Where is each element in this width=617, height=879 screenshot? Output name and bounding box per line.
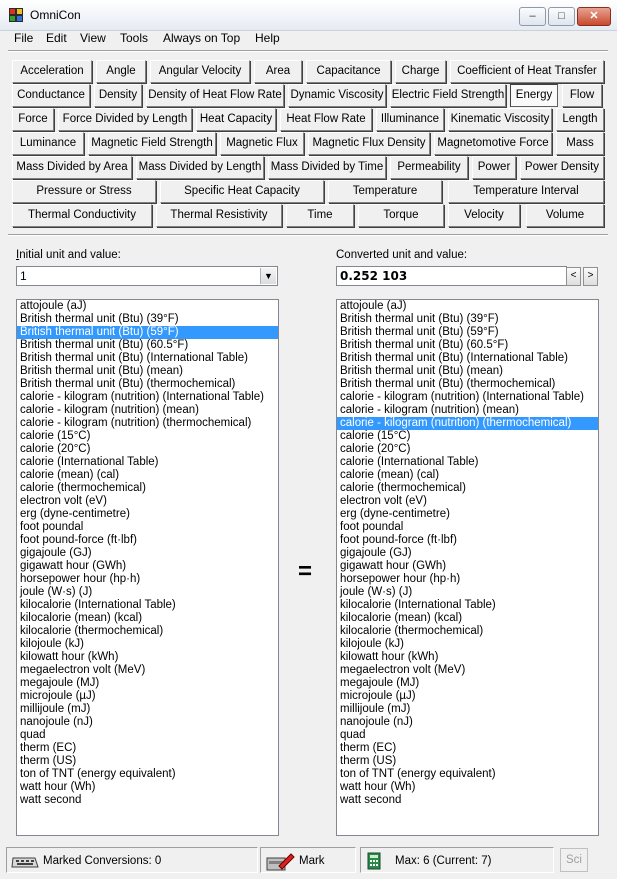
unit-list-item[interactable]: kilocalorie (mean) (kcal) <box>20 612 143 624</box>
unit-list-item[interactable]: erg (dyne-centimetre) <box>340 508 450 520</box>
unit-list-item[interactable]: gigawatt hour (GWh) <box>340 560 447 572</box>
unit-list-item[interactable]: calorie - kilogram (nutrition) (thermochemical) <box>20 417 252 429</box>
category-angular-velocity[interactable]: Angular Velocity <box>150 60 250 83</box>
sci-button[interactable]: Sci <box>560 848 588 872</box>
category-specific-heat-capacity[interactable]: Specific Heat Capacity <box>160 180 324 203</box>
unit-list-item[interactable]: watt second <box>20 794 82 806</box>
unit-list-item[interactable]: megaelectron volt (MeV) <box>340 664 466 676</box>
unit-list-item[interactable]: megajoule (MJ) <box>20 677 100 689</box>
unit-list-item[interactable]: British thermal unit (Btu) (thermochemical) <box>340 378 556 390</box>
category-thermal-resistivity[interactable]: Thermal Resistivity <box>156 204 282 227</box>
unit-list-item[interactable]: British thermal unit (Btu) (39°F) <box>20 313 179 325</box>
category-temperature[interactable]: Temperature <box>328 180 442 203</box>
omnicon-app-icon <box>8 7 24 23</box>
unit-list-item[interactable]: calorie - kilogram (nutrition) (thermochemical) <box>337 417 598 430</box>
unit-list-item[interactable]: kilocalorie (mean) (kcal) <box>340 612 463 624</box>
category-charge[interactable]: Charge <box>395 60 446 83</box>
unit-list-item[interactable]: kilocalorie (thermochemical) <box>340 625 484 637</box>
unit-list-item[interactable]: gigajoule (GJ) <box>340 547 412 559</box>
menu-tools[interactable]: Tools <box>120 31 149 45</box>
unit-list-item[interactable]: calorie (20°C) <box>340 443 411 455</box>
unit-list-item[interactable]: microjoule (µJ) <box>20 690 96 702</box>
unit-list-item[interactable]: therm (US) <box>20 755 77 767</box>
category-power-density[interactable]: Power Density <box>520 156 604 179</box>
unit-list-item[interactable]: megaelectron volt (MeV) <box>20 664 146 676</box>
category-dynamic-viscosity[interactable]: Dynamic Viscosity <box>288 84 386 107</box>
unit-list-item[interactable]: calorie (thermochemical) <box>20 482 146 494</box>
category-mass[interactable]: Mass <box>556 132 604 155</box>
unit-list-item[interactable]: kilowatt hour (kWh) <box>340 651 439 663</box>
category-heat-capacity[interactable]: Heat Capacity <box>196 108 276 131</box>
unit-list-item[interactable]: British thermal unit (Btu) (59°F) <box>17 326 278 339</box>
source-unit-list[interactable] <box>16 299 279 836</box>
close-button[interactable]: ✕ <box>577 7 611 26</box>
initial-value[interactable]: 1 <box>20 269 27 283</box>
category-illuminance[interactable]: Illuminance <box>376 108 444 131</box>
unit-list-item[interactable]: British thermal unit (Btu) (39°F) <box>340 313 499 325</box>
unit-list-item[interactable]: electron volt (eV) <box>20 495 107 507</box>
unit-list-item[interactable]: nanojoule (nJ) <box>20 716 93 728</box>
category-acceleration[interactable]: Acceleration <box>12 60 92 83</box>
unit-list-item[interactable]: British thermal unit (Btu) (mean) <box>340 365 503 377</box>
unit-list-item[interactable]: calorie (International Table) <box>20 456 159 468</box>
calculator-icon <box>367 852 381 870</box>
initial-unit-label-accel: I <box>16 249 20 261</box>
unit-list-item[interactable]: electron volt (eV) <box>340 495 427 507</box>
unit-list-item[interactable]: horsepower hour (hp·h) <box>20 573 141 585</box>
window-title: OmniCon <box>30 8 81 22</box>
category-magnetomotive-force[interactable]: Magnetomotive Force <box>434 132 552 155</box>
category-time[interactable]: Time <box>286 204 354 227</box>
target-unit-list[interactable] <box>336 299 599 836</box>
unit-list-item[interactable]: gigawatt hour (GWh) <box>20 560 127 572</box>
unit-list-item[interactable]: kilojoule (kJ) <box>340 638 404 650</box>
unit-list-item[interactable]: therm (EC) <box>340 742 397 754</box>
category-magnetic-field-strength[interactable]: Magnetic Field Strength <box>88 132 216 155</box>
category-kinematic-viscosity[interactable]: Kinematic Viscosity <box>448 108 552 131</box>
unit-list-item[interactable]: watt second <box>340 794 402 806</box>
category-electric-field-strength[interactable]: Electric Field Strength <box>390 84 506 107</box>
category-conductance[interactable]: Conductance <box>12 84 90 107</box>
category-thermal-conductivity[interactable]: Thermal Conductivity <box>12 204 152 227</box>
pencil-icon <box>265 852 295 872</box>
unit-list-item[interactable]: kilocalorie (International Table) <box>20 599 176 611</box>
category-density-of-heat-flow-rate[interactable]: Density of Heat Flow Rate <box>146 84 284 107</box>
maximize-button[interactable]: □ <box>548 7 575 26</box>
minimize-button[interactable]: – <box>519 7 546 26</box>
unit-list-item[interactable]: kilocalorie (thermochemical) <box>20 625 164 637</box>
unit-list-item[interactable]: watt hour (Wh) <box>20 781 96 793</box>
menu-file[interactable]: File <box>14 31 34 45</box>
category-area[interactable]: Area <box>254 60 302 83</box>
unit-list-item[interactable]: joule (W·s) (J) <box>340 586 413 598</box>
unit-list-item[interactable]: kilowatt hour (kWh) <box>20 651 119 663</box>
unit-list-item[interactable]: foot pound-force (ft·lbf) <box>340 534 457 546</box>
title-bar <box>0 0 617 31</box>
category-permeability[interactable]: Permeability <box>390 156 468 179</box>
unit-list-item[interactable]: millijoule (mJ) <box>20 703 91 715</box>
unit-list-item[interactable]: calorie (15°C) <box>20 430 91 442</box>
category-magnetic-flux-density[interactable]: Magnetic Flux Density <box>308 132 430 155</box>
category-length[interactable]: Length <box>556 108 604 131</box>
initial-value-combo[interactable] <box>16 266 278 286</box>
unit-list-item[interactable]: ton of TNT (energy equivalent) <box>340 768 496 780</box>
unit-list-item[interactable]: calorie (mean) (cal) <box>340 469 440 481</box>
next-button[interactable]: > <box>583 267 598 286</box>
unit-list-item[interactable]: megajoule (MJ) <box>340 677 420 689</box>
category-force-divided-by-length[interactable]: Force Divided by Length <box>58 108 192 131</box>
unit-list-item[interactable]: joule (W·s) (J) <box>20 586 93 598</box>
unit-list-item[interactable]: calorie - kilogram (nutrition) (mean) <box>340 404 519 416</box>
unit-list-item[interactable]: British thermal unit (Btu) (mean) <box>20 365 183 377</box>
marked-conversions-text: Marked Conversions: 0 <box>43 855 162 867</box>
status-bar <box>0 845 617 879</box>
equals-sign: = <box>298 558 313 585</box>
marked-conversions-panel[interactable] <box>6 847 258 873</box>
unit-list-item[interactable]: quad <box>340 729 366 741</box>
unit-list-item[interactable]: calorie (20°C) <box>20 443 91 455</box>
menu-view[interactable]: View <box>80 31 106 45</box>
chevron-down-icon[interactable]: ▼ <box>260 268 276 284</box>
menu-bar <box>0 30 617 48</box>
unit-list-item[interactable]: nanojoule (nJ) <box>340 716 413 728</box>
converted-unit-label: Converted unit and value: <box>336 249 468 261</box>
category-force[interactable]: Force <box>12 108 54 131</box>
category-pressure-or-stress[interactable]: Pressure or Stress <box>12 180 156 203</box>
unit-list-item[interactable]: British thermal unit (Btu) (International Table) <box>340 352 568 364</box>
unit-list-item[interactable]: attojoule (aJ) <box>340 300 407 312</box>
category-volume[interactable]: Volume <box>526 204 604 227</box>
unit-list-item[interactable]: microjoule (µJ) <box>340 690 416 702</box>
category-power[interactable]: Power <box>472 156 516 179</box>
initial-unit-label <box>16 249 121 261</box>
mark-label: Mark <box>299 855 325 867</box>
unit-list-item[interactable]: ton of TNT (energy equivalent) <box>20 768 176 780</box>
unit-list-item[interactable]: British thermal unit (Btu) (60.5°F) <box>340 339 509 351</box>
category-mass-divided-by-time[interactable]: Mass Divided by Time <box>268 156 386 179</box>
category-temperature-interval[interactable]: Temperature Interval <box>448 180 604 203</box>
unit-list-item[interactable]: British thermal unit (Btu) (59°F) <box>340 326 499 338</box>
category-torque[interactable]: Torque <box>358 204 444 227</box>
unit-list-item[interactable]: British thermal unit (Btu) (thermochemical) <box>20 378 236 390</box>
category-heat-flow-rate[interactable]: Heat Flow Rate <box>280 108 372 131</box>
category-luminance[interactable]: Luminance <box>12 132 84 155</box>
unit-list-item[interactable]: calorie (thermochemical) <box>340 482 466 494</box>
unit-list-item[interactable]: therm (US) <box>340 755 397 767</box>
unit-list-item[interactable]: kilojoule (kJ) <box>20 638 84 650</box>
unit-list-item[interactable]: therm (EC) <box>20 742 77 754</box>
unit-list-item[interactable]: British thermal unit (Btu) (International Table) <box>20 352 248 364</box>
menu-help[interactable]: Help <box>255 31 280 45</box>
unit-list-item[interactable]: quad <box>20 729 46 741</box>
unit-list-item[interactable]: calorie - kilogram (nutrition) (International Table) <box>340 391 584 403</box>
unit-list-item[interactable]: millijoule (mJ) <box>340 703 411 715</box>
max-current-text: Max: 6 (Current: 7) <box>395 855 492 867</box>
menu-edit[interactable]: Edit <box>46 31 67 45</box>
unit-list-item[interactable]: watt hour (Wh) <box>340 781 416 793</box>
unit-list-item[interactable]: British thermal unit (Btu) (60.5°F) <box>20 339 189 351</box>
separator <box>8 234 608 236</box>
category-angle[interactable]: Angle <box>96 60 146 83</box>
category-capacitance[interactable]: Capacitance <box>306 60 391 83</box>
category-mass-divided-by-area[interactable]: Mass Divided by Area <box>12 156 132 179</box>
unit-list-item[interactable]: erg (dyne-centimetre) <box>20 508 130 520</box>
unit-list-item[interactable]: horsepower hour (hp·h) <box>340 573 461 585</box>
unit-list-item[interactable]: foot poundal <box>20 521 84 533</box>
unit-list-item[interactable]: calorie - kilogram (nutrition) (International Table) <box>20 391 264 403</box>
category-density[interactable]: Density <box>94 84 142 107</box>
unit-list-item[interactable]: calorie - kilogram (nutrition) (mean) <box>20 404 199 416</box>
unit-list-item[interactable]: calorie (International Table) <box>340 456 479 468</box>
max-current-panel <box>360 847 554 873</box>
unit-list-item[interactable]: foot pound-force (ft·lbf) <box>20 534 137 546</box>
category-magnetic-flux[interactable]: Magnetic Flux <box>220 132 304 155</box>
category-coefficient-of-heat-transfer[interactable]: Coefficient of Heat Transfer <box>450 60 604 83</box>
keyboard-icon <box>11 852 39 870</box>
unit-list-item[interactable]: calorie (mean) (cal) <box>20 469 120 481</box>
category-flow[interactable]: Flow <box>562 84 602 107</box>
unit-list-item[interactable]: calorie (15°C) <box>340 430 411 442</box>
unit-list-item[interactable]: gigajoule (GJ) <box>20 547 92 559</box>
menu-always-on-top[interactable]: Always on Top <box>163 31 241 45</box>
mark-button[interactable] <box>260 847 356 873</box>
previous-button[interactable]: < <box>566 267 581 286</box>
converted-value-field: 0.252 103 <box>336 266 567 286</box>
category-mass-divided-by-length[interactable]: Mass Divided by Length <box>136 156 264 179</box>
unit-list-item[interactable]: foot poundal <box>340 521 404 533</box>
separator <box>8 50 608 52</box>
category-velocity[interactable]: Velocity <box>448 204 520 227</box>
initial-unit-label-text: nitial unit and value: <box>19 249 121 261</box>
unit-list-item[interactable]: kilocalorie (International Table) <box>340 599 496 611</box>
unit-list-item[interactable]: attojoule (aJ) <box>20 300 87 312</box>
category-energy[interactable]: Energy <box>510 84 558 107</box>
